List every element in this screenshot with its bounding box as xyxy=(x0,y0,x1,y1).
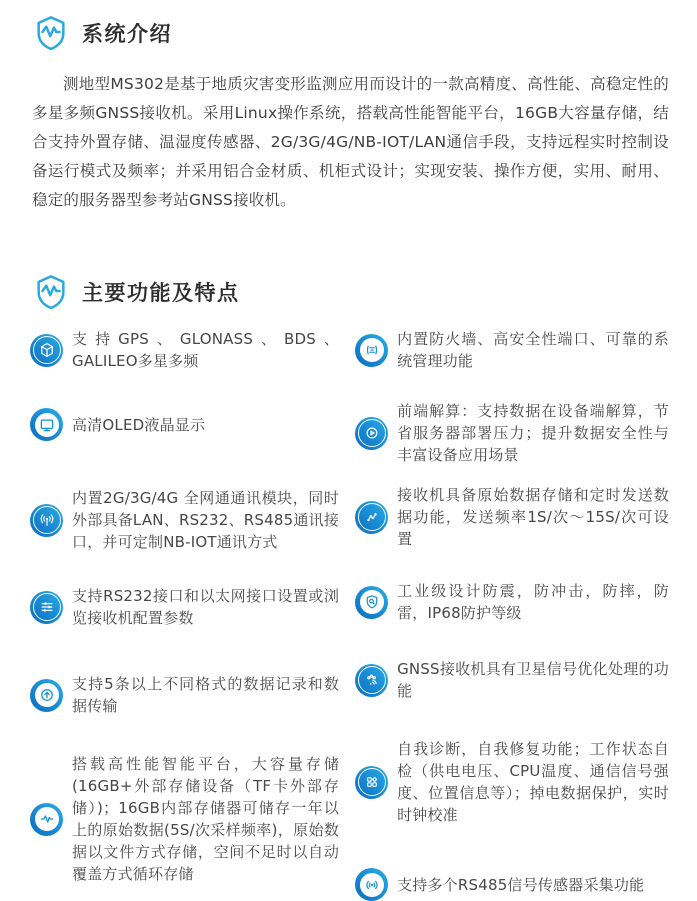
upload-circle-icon xyxy=(30,679,63,712)
feature-text: 自我诊断，自我修复功能；工作状态自检（供电电压、CPU温度、通信信号强度、位置信息等）；掉电数据保护，实时时钟校准 xyxy=(397,740,669,824)
blocks-icon xyxy=(355,766,388,799)
feature-item xyxy=(30,673,339,717)
features-section-header xyxy=(30,271,669,313)
feature-text: 内置2G/3G/4G 全网通通讯模块，同时外部具备LAN、RS232、RS485通讯接口，并可定制NB-IOT通讯方式 xyxy=(72,489,340,551)
play-circle-icon xyxy=(355,417,388,450)
feature-text: 前端解算：支持数据在设备端解算，节省服务器部署压力；提升数据安全性与丰富设备应用场景 xyxy=(397,402,669,464)
broadcast-icon xyxy=(355,868,388,901)
feature-text: 接收机具备原始数据存储和定时发送数据功能，发送频率1S/次～15S/次可设置 xyxy=(397,486,669,548)
features-column-right xyxy=(355,328,669,901)
feature-item xyxy=(30,487,339,553)
feature-item xyxy=(355,328,669,372)
feature-text: GNSS接收机具有卫星信号优化处理的功能 xyxy=(397,660,669,700)
feature-text: 高清OLED液晶显示 xyxy=(72,415,206,434)
intro-paragraph: 测地型MS302是基于地质灾害变形监测应用而设计的一款高精度、高性能、高稳定性的多星多频GNSS接收机。采用Linux操作系统，搭载高性能智能平台，16GB大容量存储，结合支持外置存储、温湿度传感器、2G/3G/4G/NB-IOT/LAN通信手段，支持远程实时控制设备运行模式及频率；并采用铝合金材质、机柜式设计；实现安装、操作方便，实用、耐用、稳定的服务器型参考站GNSS接收机。 xyxy=(32,75,669,209)
shield-pulse-icon xyxy=(30,12,72,54)
feature-item xyxy=(30,328,339,372)
shield-pulse-icon xyxy=(30,271,72,313)
sliders-icon xyxy=(30,591,63,624)
feature-item xyxy=(355,484,669,550)
feature-text: 搭载高性能智能平台，大容量存储(16GB+外部存储设备（TF卡外部存储）)；16GB内部存储器可储存一年以上的原始数据(5S/次采样频率)，原始数据以文件方式存储，空间不足时以自动覆盖方式循环存储 xyxy=(72,755,340,883)
feature-text: 内置防火墙、高安全性端口、可靠的系统管理功能 xyxy=(397,330,669,370)
feature-item xyxy=(355,400,669,466)
feature-text: 支持RS232接口和以太网接口设置或浏览接收机配置参数 xyxy=(72,587,340,627)
feature-item xyxy=(30,585,339,629)
feature-text: 支持多个RS485信号传感器采集功能 xyxy=(397,875,645,894)
antenna-signal-icon xyxy=(30,504,63,537)
monitor-icon xyxy=(30,408,63,441)
feature-item xyxy=(355,658,669,702)
features-section-title: 主要功能及特点 xyxy=(82,281,240,305)
feature-text: 支持5条以上不同格式的数据记录和数据传输 xyxy=(72,675,340,715)
satellite-signal-icon xyxy=(355,664,388,697)
intro-section-header xyxy=(30,12,669,54)
feature-item xyxy=(30,408,339,441)
feature-item xyxy=(355,868,669,901)
feature-text: 支持GPS、GLONASS、BDS、GALILEO多星多频 xyxy=(72,330,340,370)
features-column-left xyxy=(30,328,339,901)
shield-search-icon xyxy=(355,586,388,619)
route-points-icon xyxy=(355,501,388,534)
pulse-icon xyxy=(30,803,63,836)
features-grid xyxy=(30,328,669,901)
firewall-icon xyxy=(355,334,388,367)
feature-text: 工业级设计防震，防冲击，防摔，防雷，IP68防护等级 xyxy=(397,582,669,622)
feature-item xyxy=(30,753,339,885)
intro-section-title: 系统介绍 xyxy=(82,22,172,46)
cube-icon xyxy=(30,334,63,367)
feature-item xyxy=(355,580,669,624)
feature-item xyxy=(355,738,669,826)
